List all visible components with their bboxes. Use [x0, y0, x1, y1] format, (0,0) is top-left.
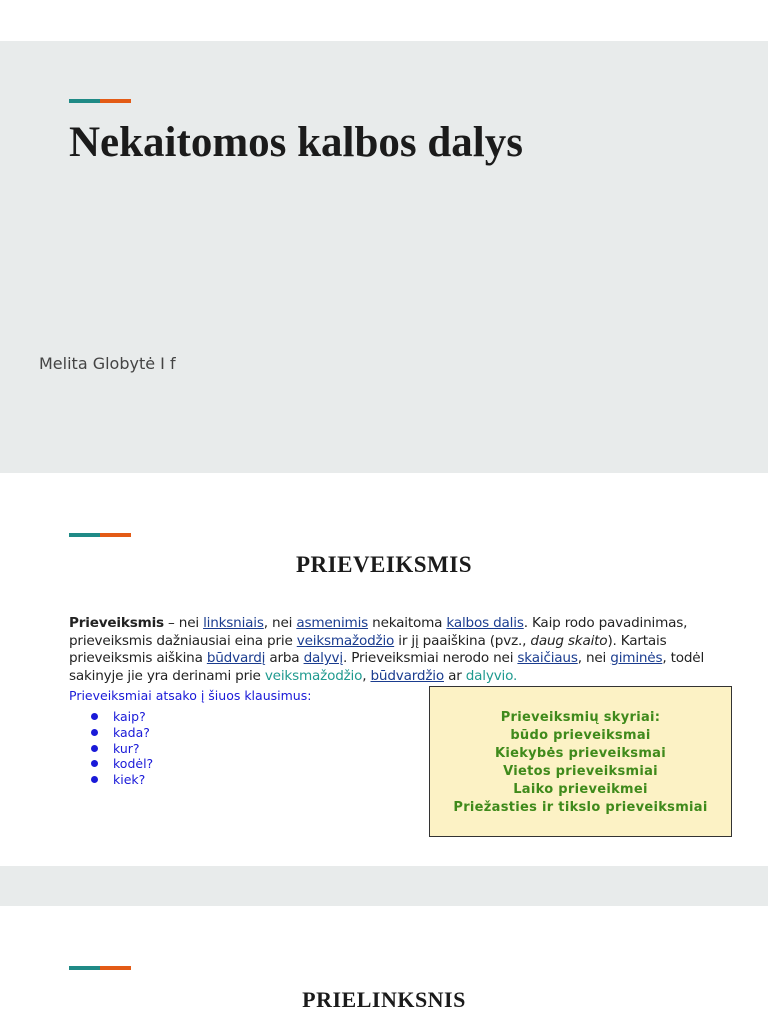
accent-bar [69, 99, 131, 103]
paragraph-link[interactable]: giminės [610, 650, 663, 666]
question-item [91, 725, 153, 741]
questions-intro: Prieveiksmiai atsako į šiuos klausimus: [69, 688, 312, 703]
title-slide [0, 41, 768, 473]
paragraph-link[interactable]: veiksmažodžio [264, 667, 363, 684]
paragraph-text: , todėl sakinyje jie yra derinami prie [69, 650, 705, 684]
paragraph-text: arba [265, 650, 304, 666]
question-item [91, 772, 153, 788]
category-item: Kiekybės prieveiksmai [494, 746, 667, 761]
paragraph-link[interactable]: skaičiaus [517, 650, 578, 666]
question-text: kiek? [113, 772, 146, 788]
author-name: Melita Globytė I f [39, 354, 176, 373]
paragraph-text: daug skaito [530, 632, 608, 649]
paragraph-text: . Prieveiksmiai nerodo nei [342, 650, 518, 666]
question-text: kaip? [113, 709, 146, 724]
bullet-icon [91, 760, 98, 767]
paragraph-text: , [362, 667, 371, 684]
slide-separator [0, 866, 768, 906]
paragraph-link[interactable]: dalyvį [303, 650, 343, 666]
paragraph-link[interactable]: kalbos dalis [446, 615, 524, 631]
question-text: kur? [113, 740, 140, 756]
questions-list [91, 709, 153, 788]
paragraph-link[interactable]: asmenimis [296, 615, 369, 631]
paragraph-link[interactable]: dalyvio. [465, 667, 518, 684]
paragraph-link[interactable]: būdvardžio [370, 667, 444, 684]
paragraph-text: , nei [577, 650, 611, 666]
paragraph-text: ). Kartais prieveiksmis aiškina [69, 632, 667, 666]
paragraph-text: , nei [263, 615, 297, 631]
paragraph-text: – nei [163, 615, 204, 631]
question-item [91, 741, 153, 757]
slide-title: Nekaitomos kalbos dalys [69, 119, 523, 166]
category-item: būdo prieveiksmai [510, 728, 651, 743]
category-item: Vietos prieveiksmiai [503, 764, 658, 779]
section-heading: PRIELINKSNIS [302, 987, 466, 1012]
question-text: kodėl? [113, 756, 154, 772]
accent-bar [69, 533, 131, 537]
paragraph-text: . Kaip rodo pavadinimas, prieveiksmis dažniausiai eina prie [69, 615, 688, 649]
question-text: kada? [113, 724, 150, 740]
paragraph-link[interactable]: būdvardį [206, 650, 266, 666]
categories-box [429, 686, 732, 837]
accent-bar [69, 966, 131, 970]
question-item [91, 756, 153, 772]
paragraph-text: ir jį paaiškina (pvz., [394, 632, 531, 649]
category-item: Laiko prieveikmei [513, 782, 648, 797]
paragraph-text: ar [443, 667, 466, 684]
bullet-icon [91, 729, 98, 736]
question-item [91, 709, 153, 725]
category-item: Priežasties ir tikslo prieveiksmiai [453, 800, 708, 815]
bullet-icon [91, 713, 98, 720]
paragraph-text: Prieveiksmis [69, 615, 164, 631]
paragraph-link[interactable]: linksniais [203, 615, 264, 631]
section-heading: PRIEVEIKSMIS [296, 552, 472, 577]
paragraph-text: nekaitoma [368, 615, 447, 631]
bullet-icon [91, 745, 98, 752]
body-paragraph [69, 615, 709, 685]
paragraph-link[interactable]: veiksmažodžio [296, 632, 395, 649]
categories-title: Prieveiksmių skyriai: [500, 710, 661, 725]
bullet-icon [91, 776, 98, 783]
